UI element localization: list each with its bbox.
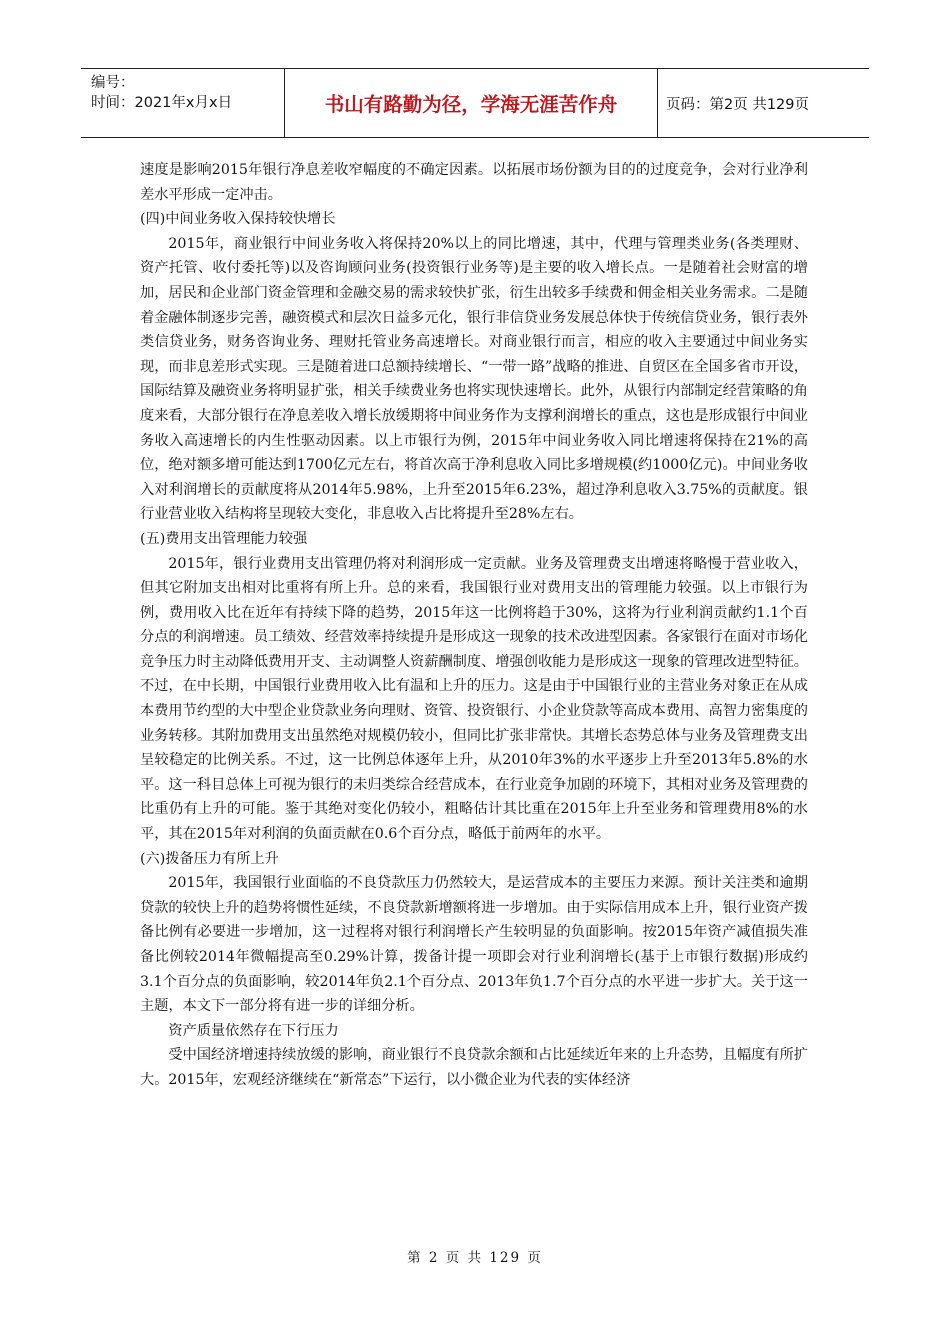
paragraph: 2015年，我国银行业面临的不良贷款压力仍然较大，是运营成本的主要压力来源。预计关注类和逾期贷款的较快上升的趋势将惯性延续，不良贷款新增额将进一步增加。由于实际信用成本上升，银行业资产拨备比例有必要进一步增加，这一过程将对银行利润增长产生较明显的负面影响。按2015年资产减值损失准备比例较2014年微幅提高至0.29%计算，拨备计提一项即会对行业利润增长(基于上市银行数据)形成约3.1个百分点的负面影响，较2014年负2.1个百分点、2013年负1.7个百分点的水平进一步扩大。关于这一主题，本文下一部分将有进一步的详细分析。 <box>140 875 808 1015</box>
paragraph: 2015年，商业银行中间业务收入将保持20%以上的同比增速，其中，代理与管理类业务(各类理财、资产托管、收付委托等)以及咨询顾问业务(投资银行业务等)是主要的收入增长点。一是随着社会财富的增加，居民和企业部门资金管理和金融交易的需求较快扩张，衍生出较多手续费和佣金相关业务需求。二是随着金融体制逐步完善，融资模式和层次日益多元化，银行非信贷业务发展总体快于传统信贷业务，银行表外类信贷业务，财务咨询业务、理财托管业务高速增长。对商业银行而言，相应的收入主要通过中间业务实现，而非息差形式实现。三是随着进口总额持续增长、“一带一路”战略的推进、自贸区在全国多省市开设，国际结算及融资业务将明显扩张，相关手续费业务也将实现快速增长。此外，从银行内部制定经营策略的角度来看，大部分银行在净息差收入增长放缓期将中间业务作为支撑利润增长的重点，这也是形成银行中间业务收入高速增长的内生性驱动因素。以上市银行为例，2015年中间业务收入同比增速将保持在21%的高位，绝对额多增可能达到1700亿元左右，将首次高于净利息收入同比多增规模(约1000亿元)。中间业务收入对利润增长的贡献度将从2014年5.98%，上升至2015年6.23%，超过净利息收入3.75%的贡献度。银行业营业收入结构将呈现较大变化，非息收入占比将提升至28%左右。 <box>140 235 808 523</box>
document-body <box>140 158 808 1093</box>
section-heading: (四)中间业务收入保持较快增长 <box>140 211 336 228</box>
section-heading: 资产质量依然存在下行压力 <box>168 1022 339 1039</box>
paragraph: 受中国经济增速持续放缓的影响，商业银行不良贷款余额和占比延续近年来的上升态势，且幅度有所扩大。2015年，宏观经济继续在“新常态”下运行，以小微企业为代表的实体经济 <box>140 1047 808 1088</box>
header-motto: 书山有路勤为径，学海无涯苦作舟 <box>285 69 658 137</box>
section-heading: (六)拨备压力有所上升 <box>140 850 279 867</box>
header-page-info: 页码：第2页 共129页 <box>666 96 810 113</box>
document-date: 时间：2021年x月x日 <box>91 95 233 111</box>
paragraph: 速度是影响2015年银行净息差收窄幅度的不确定因素。以拓展市场份额为目的的过度竞争，会对行业净利差水平形成一定冲击。 <box>140 162 808 203</box>
header-meta <box>81 69 285 137</box>
document-number-label: 编号： <box>91 75 135 91</box>
page-footer: 第 2 页 共 129 页 <box>407 1250 543 1266</box>
paragraph: 2015年，银行业费用支出管理仍将对利润形成一定贡献。业务及管理费支出增速将略慢于营业收入，但其它附加支出相对比重将有所上升。总的来看，我国银行业对费用支出的管理能力较强。以上市银行为例，费用收入比在近年有持续下降的趋势，2015年这一比例将趋于30%，这将为行业利润贡献约1.1个百分点的利润增速。员工绩效、经营效率持续提升是形成这一现象的技术改进型因素。各家银行在面对市场化竞争压力时主动降低费用开支、主动调整人资薪酬制度、增强创收能力是形成这一现象的管理改进型特征。不过，在中长期，中国银行业费用收入比有温和上升的压力。这是由于中国银行业的主营业务对象正在从成本费用节约型的大中型企业贷款业务向理财、资管、投资银行、小企业贷款等高成本费用、高智力密集度的业务转移。其附加费用支出虽然绝对规模仍较小，但同比扩张非常快。其增长态势总体与业务及管理费支出呈较稳定的比例关系。不过，这一比例总体逐年上升，从2010年3%的水平逐步上升至2013年5.8%的水平。这一科目总体上可视为银行的未归类综合经营成本，在行业竞争加剧的环境下，其相对业务及管理费的比重仍有上升的可能。鉴于其绝对变化仍较小，粗略估计其比重在2015年上升至业务和管理费用8%的水平，其在2015年对利润的负面贡献在0.6个百分点，略低于前两年的水平。 <box>140 555 808 843</box>
section-heading: (五)费用支出管理能力较强 <box>140 530 308 547</box>
page-header <box>81 68 869 138</box>
